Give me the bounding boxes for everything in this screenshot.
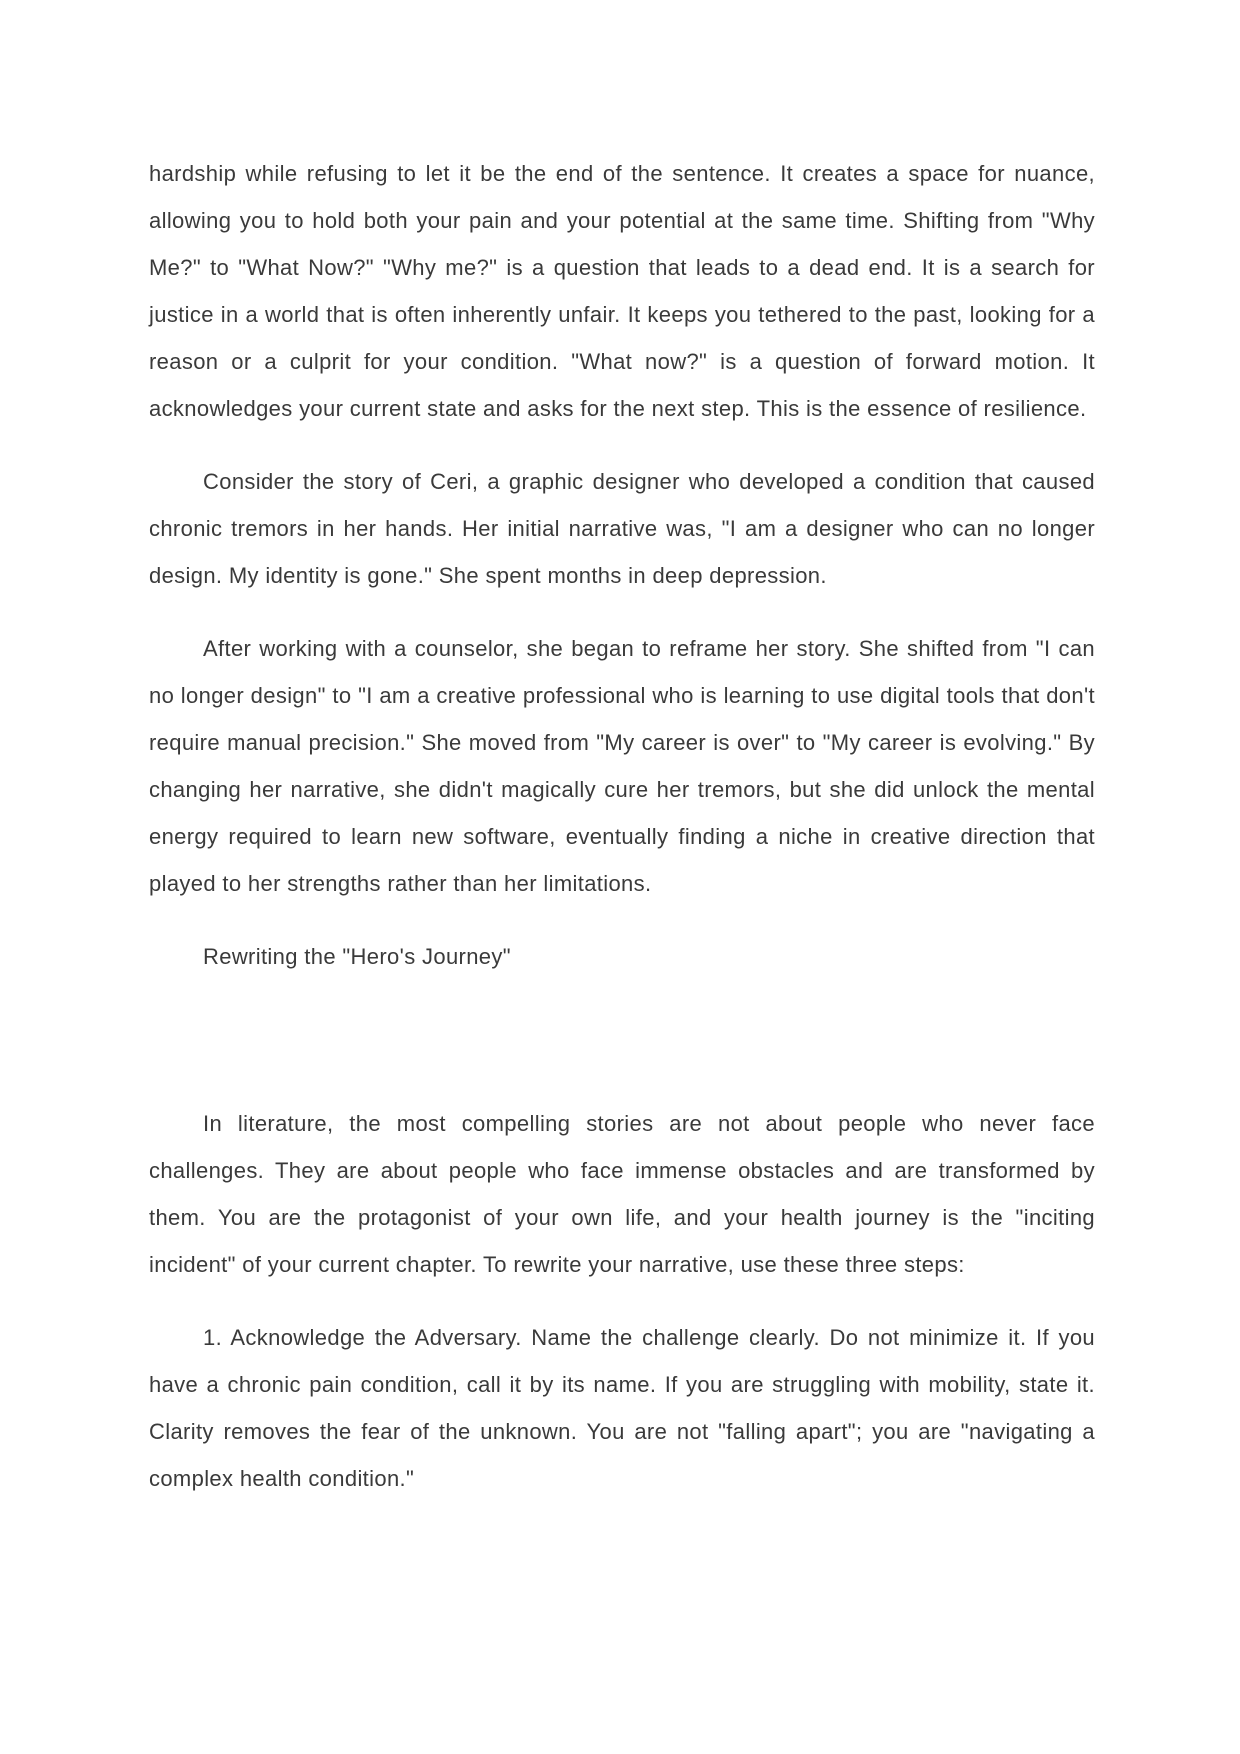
document-body <box>149 150 1095 1528</box>
paragraph-literature: In literature, the most compelling stories are not about people who never face challenges. They are about people who face immense obstacles and are transformed by them. You are the protagonist of your own life, and your health journey is the "inciting incident" of your current chapter. To rewrite your narrative, use these three steps: <box>149 1111 1095 1277</box>
paragraph-reframe: After working with a counselor, she began to reframe her story. She shifted from "I can no longer design" to "I am a creative professional who is learning to use digital tools that don't require manual precision." She moved from "My career is over" to "My career is evolving." By changing her narrative, she didn't magically cure her tremors, but she did unlock the mental energy required to learn new software, eventually finding a niche in creative direction that played to her strengths rather than her limitations. <box>149 636 1095 896</box>
section-heading: Rewriting the "Hero's Journey" <box>203 944 511 969</box>
paragraph-ceri-story: Consider the story of Ceri, a graphic designer who developed a condition that caused chronic tremors in her hands. Her initial narrative was, "I am a designer who can no longer design. My identity is gone." She spent months in deep depression. <box>149 469 1095 588</box>
paragraph-continuation: hardship while refusing to let it be the end of the sentence. It creates a space for nuance, allowing you to hold both your pain and your potential at the same time. Shifting from "Why Me?" to "What Now?" "Why me?" is a question that leads to a dead end. It is a search for justice in a world that is often inherently unfair. It keeps you tethered to the past, looking for a reason or a culprit for your condition. "What now?" is a question of forward motion. It acknowledges your current state and asks for the next step. This is the essence of resilience. <box>149 161 1095 421</box>
paragraph-step-one: 1. Acknowledge the Adversary. Name the challenge clearly. Do not minimize it. If you have a chronic pain condition, call it by its name. If you are struggling with mobility, state it. Clarity removes the fear of the unknown. You are not "falling apart"; you are "navigating a complex health condition." <box>149 1325 1095 1491</box>
